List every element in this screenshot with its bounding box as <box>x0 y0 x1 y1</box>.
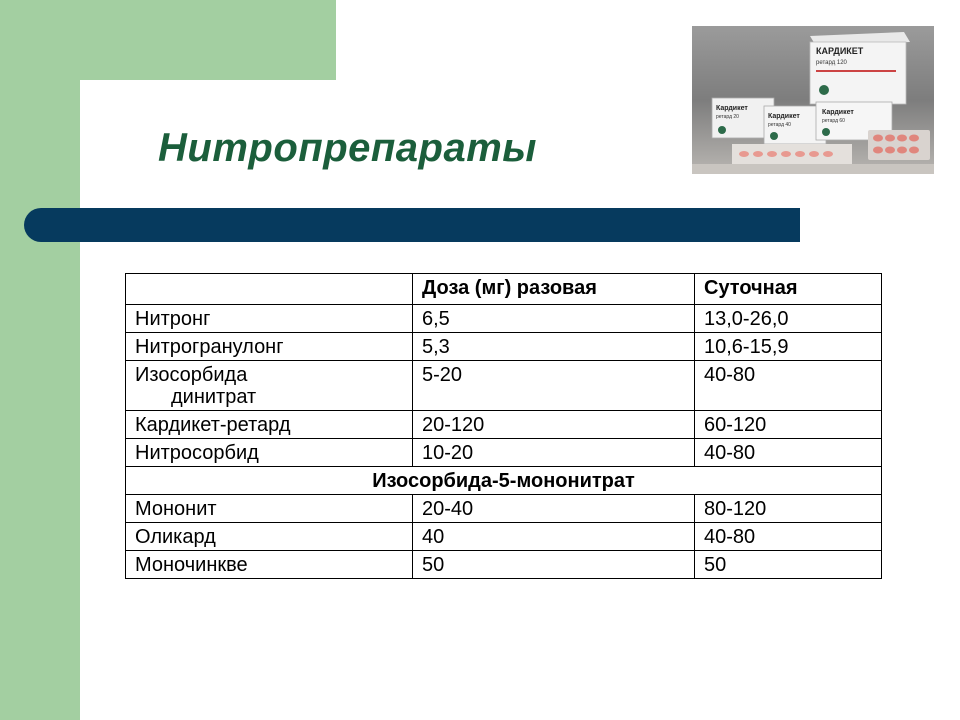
drug-name: Нитрогранулонг <box>126 333 413 361</box>
box-small-2-brand: Кардикет <box>768 113 800 120</box>
header-cell-daily-dose: Суточная <box>695 274 882 305</box>
daily-dose: 50 <box>695 551 882 579</box>
drug-name <box>126 361 413 411</box>
single-dose: 5-20 <box>413 361 695 411</box>
table-row <box>126 333 882 361</box>
single-dose: 50 <box>413 551 695 579</box>
table-header-row <box>126 274 882 305</box>
drug-name: Нитросорбид <box>126 439 413 467</box>
box-large-sub: ретард 120 <box>816 60 847 66</box>
title-divider-bar <box>24 208 800 242</box>
box-small-3-sub: ретард 60 <box>822 118 845 124</box>
drug-name: Нитронг <box>126 305 413 333</box>
single-dose: 20-40 <box>413 495 695 523</box>
table-row <box>126 551 882 579</box>
daily-dose: 40-80 <box>695 361 882 411</box>
product-photo <box>692 26 934 174</box>
daily-dose: 80-120 <box>695 495 882 523</box>
green-side-band <box>0 0 80 720</box>
table-row <box>126 439 882 467</box>
box-small-1-brand: Кардикет <box>716 105 748 112</box>
single-dose: 6,5 <box>413 305 695 333</box>
table-row <box>126 411 882 439</box>
drug-name: Оликард <box>126 523 413 551</box>
drug-name-line2: динитрат <box>171 386 257 408</box>
table-row <box>126 495 882 523</box>
single-dose: 5,3 <box>413 333 695 361</box>
daily-dose: 40-80 <box>695 523 882 551</box>
table-row <box>126 361 882 411</box>
table-row <box>126 523 882 551</box>
single-dose: 20-120 <box>413 411 695 439</box>
daily-dose: 10,6-15,9 <box>695 333 882 361</box>
drug-name-line1: Изосорбида <box>135 364 248 386</box>
box-large-brand: КАРДИКЕТ <box>816 46 864 56</box>
box-small-2-sub: ретард 40 <box>768 122 791 128</box>
group-label: Изосорбида-5-мононитрат <box>126 467 882 495</box>
daily-dose: 13,0-26,0 <box>695 305 882 333</box>
box-small-3-brand: Кардикет <box>822 109 854 116</box>
table-row <box>126 305 882 333</box>
header-cell-single-dose: Доза (мг) разовая <box>413 274 695 305</box>
slide-title: Нитропрепараты <box>158 126 537 170</box>
table-group-row <box>126 467 882 495</box>
box-small-1-sub: ретард 20 <box>716 114 739 120</box>
drug-name: Кардикет-ретард <box>126 411 413 439</box>
daily-dose: 60-120 <box>695 411 882 439</box>
header-cell-name <box>126 274 413 305</box>
drug-name: Мононит <box>126 495 413 523</box>
drug-name: Моночинкве <box>126 551 413 579</box>
daily-dose: 40-80 <box>695 439 882 467</box>
green-top-corner <box>80 0 336 80</box>
single-dose: 10-20 <box>413 439 695 467</box>
dosage-table <box>125 273 882 579</box>
single-dose: 40 <box>413 523 695 551</box>
